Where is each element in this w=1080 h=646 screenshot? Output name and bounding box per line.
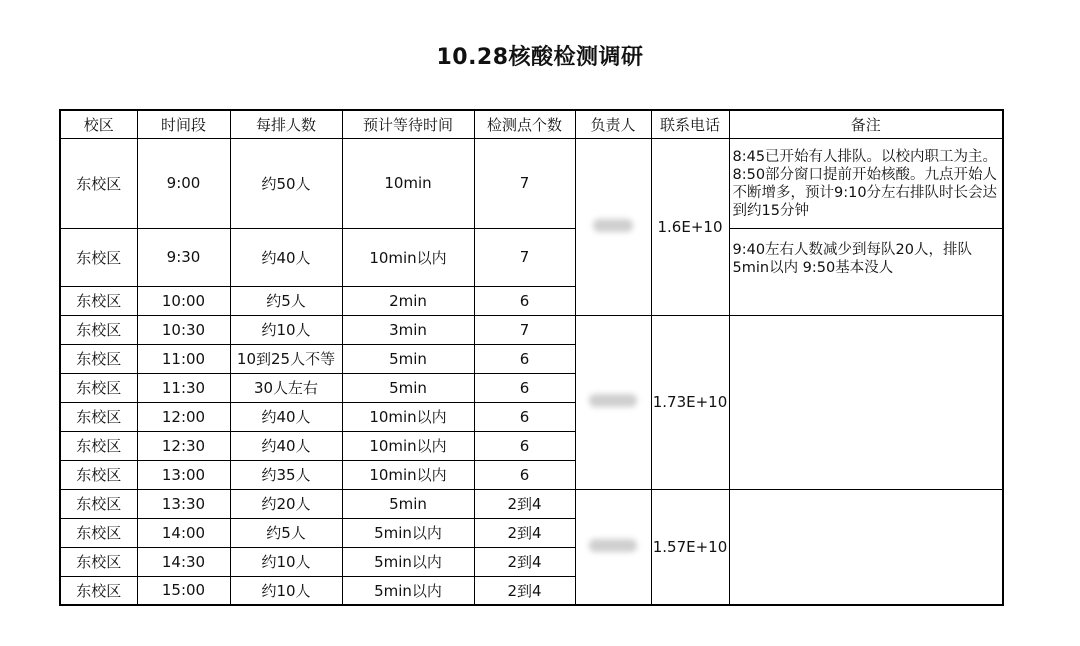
cell-time: 9:00 [137, 138, 230, 228]
phone-cell-group-1: 1.6E+10 [651, 138, 729, 315]
cell-points: 7 [474, 315, 575, 344]
cell-wait: 5min [342, 344, 474, 373]
cell-campus: 东校区 [60, 489, 137, 518]
cell-per-row: 约10人 [230, 315, 342, 344]
cell-points: 2到4 [474, 518, 575, 547]
person-cell-group-3 [575, 489, 651, 605]
cell-campus: 东校区 [60, 373, 137, 402]
note-cell-empty [729, 489, 1003, 605]
cell-time: 10:00 [137, 286, 230, 315]
cell-per-row: 约40人 [230, 402, 342, 431]
cell-per-row: 约10人 [230, 547, 342, 576]
cell-wait: 10min以内 [342, 431, 474, 460]
cell-points: 7 [474, 228, 575, 286]
table-header-row [60, 110, 1003, 138]
header-wait: 预计等待时间 [342, 110, 474, 138]
page-title: 10.28核酸检测调研 [436, 45, 644, 70]
cell-points: 6 [474, 344, 575, 373]
table-row [60, 489, 1003, 518]
header-time: 时间段 [137, 110, 230, 138]
cell-campus: 东校区 [60, 286, 137, 315]
cell-time: 14:30 [137, 547, 230, 576]
redacted-name [589, 539, 637, 552]
cell-campus: 东校区 [60, 547, 137, 576]
cell-points: 2到4 [474, 547, 575, 576]
cell-wait: 10min以内 [342, 228, 474, 286]
cell-time: 14:00 [137, 518, 230, 547]
header-points: 检测点个数 [474, 110, 575, 138]
person-cell-group-1 [575, 138, 651, 315]
cell-time: 15:00 [137, 576, 230, 605]
redacted-name [589, 394, 637, 407]
cell-wait: 5min [342, 489, 474, 518]
cell-campus: 东校区 [60, 138, 137, 228]
phone-cell-group-2: 1.73E+10 [651, 315, 729, 489]
cell-per-row: 约40人 [230, 431, 342, 460]
cell-points: 6 [474, 431, 575, 460]
cell-campus: 东校区 [60, 228, 137, 286]
header-campus: 校区 [60, 110, 137, 138]
cell-campus: 东校区 [60, 460, 137, 489]
cell-per-row: 10到25人不等 [230, 344, 342, 373]
cell-points: 2到4 [474, 489, 575, 518]
cell-time: 13:30 [137, 489, 230, 518]
header-notes: 备注 [729, 110, 1003, 138]
header-phone: 联系电话 [651, 110, 729, 138]
table-row [60, 315, 1003, 344]
cell-time: 11:00 [137, 344, 230, 373]
cell-points: 2到4 [474, 576, 575, 605]
table-row [60, 138, 1003, 228]
cell-wait: 3min [342, 315, 474, 344]
survey-table [59, 109, 1004, 606]
cell-per-row: 30人左右 [230, 373, 342, 402]
cell-campus: 东校区 [60, 344, 137, 373]
cell-per-row: 约20人 [230, 489, 342, 518]
cell-points: 6 [474, 286, 575, 315]
cell-campus: 东校区 [60, 402, 137, 431]
cell-wait: 2min [342, 286, 474, 315]
header-person: 负责人 [575, 110, 651, 138]
cell-wait: 5min以内 [342, 547, 474, 576]
note-cell-empty [729, 315, 1003, 489]
person-cell-group-2 [575, 315, 651, 489]
cell-campus: 东校区 [60, 431, 137, 460]
cell-campus: 东校区 [60, 518, 137, 547]
cell-points: 6 [474, 373, 575, 402]
redacted-name [593, 219, 633, 232]
note-cell-2: 9:40左右人数减少到每队20人，排队5min以内 9:50基本没人 [729, 228, 1003, 315]
cell-time: 11:30 [137, 373, 230, 402]
cell-campus: 东校区 [60, 576, 137, 605]
cell-wait: 10min以内 [342, 402, 474, 431]
cell-per-row: 约40人 [230, 228, 342, 286]
cell-wait: 5min以内 [342, 518, 474, 547]
cell-per-row: 约35人 [230, 460, 342, 489]
cell-points: 6 [474, 460, 575, 489]
table-row [60, 228, 1003, 286]
cell-time: 13:00 [137, 460, 230, 489]
phone-cell-group-3: 1.57E+10 [651, 489, 729, 605]
cell-time: 12:30 [137, 431, 230, 460]
note-cell-1: 8:45已开始有人排队。以校内职工为主。8:50部分窗口提前开始核酸。九点开始人不断增多，预计9:10分左右排队时长会达到约15分钟 [729, 138, 1003, 228]
cell-points: 7 [474, 138, 575, 228]
cell-campus: 东校区 [60, 315, 137, 344]
cell-wait: 5min [342, 373, 474, 402]
header-per-row: 每排人数 [230, 110, 342, 138]
cell-time: 12:00 [137, 402, 230, 431]
cell-wait: 5min以内 [342, 576, 474, 605]
cell-points: 6 [474, 402, 575, 431]
cell-per-row: 约5人 [230, 518, 342, 547]
cell-wait: 10min以内 [342, 460, 474, 489]
cell-wait: 10min [342, 138, 474, 228]
cell-time: 9:30 [137, 228, 230, 286]
cell-time: 10:30 [137, 315, 230, 344]
cell-per-row: 约50人 [230, 138, 342, 228]
cell-per-row: 约10人 [230, 576, 342, 605]
cell-per-row: 约5人 [230, 286, 342, 315]
